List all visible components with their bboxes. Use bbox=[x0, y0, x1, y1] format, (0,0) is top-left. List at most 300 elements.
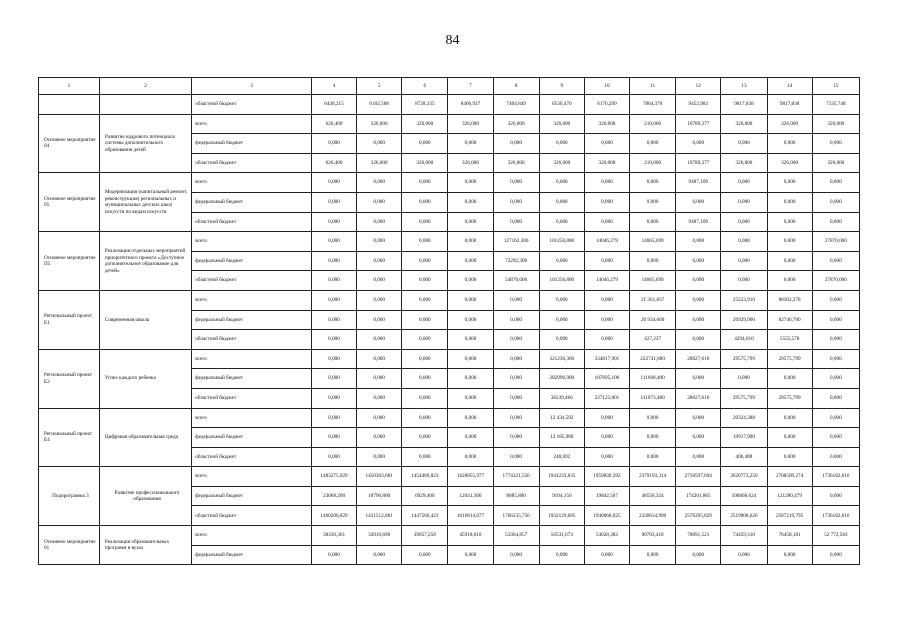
value-cell: 0,000 bbox=[402, 232, 448, 252]
value-cell: 0,000 bbox=[357, 173, 402, 193]
value-cell: 210,000 bbox=[630, 153, 676, 173]
value-cell: 0,000 bbox=[721, 251, 767, 271]
value-cell: 0,000 bbox=[676, 271, 721, 291]
value-cell: 326,000 bbox=[493, 153, 539, 173]
value-cell: 56531,673 bbox=[539, 526, 584, 546]
value-cell: 0,000 bbox=[630, 447, 676, 467]
value-cell: 0,000 bbox=[812, 486, 859, 506]
header-cell: 8 bbox=[493, 78, 539, 95]
funding-source-cell: областной бюджет bbox=[192, 95, 312, 115]
value-cell: 326,000 bbox=[721, 114, 767, 134]
funding-source-cell: всего bbox=[192, 173, 312, 193]
value-cell: 326,000 bbox=[539, 114, 584, 134]
value-cell: 29575,799 bbox=[721, 349, 767, 369]
value-cell: 0,000 bbox=[676, 134, 721, 154]
value-cell: 0,000 bbox=[630, 251, 676, 271]
value-cell: 0,000 bbox=[402, 545, 448, 565]
value-cell: 0,000 bbox=[311, 271, 356, 291]
funding-source-cell: всего bbox=[192, 467, 312, 487]
value-cell: 28027,616 bbox=[676, 349, 721, 369]
value-cell: 48558,324 bbox=[630, 486, 676, 506]
value-cell: 0,000 bbox=[357, 408, 402, 428]
value-cell: 0,000 bbox=[767, 232, 812, 252]
value-cell: 0,000 bbox=[812, 369, 859, 389]
value-cell: 0,000 bbox=[630, 428, 676, 448]
value-cell: 0,000 bbox=[630, 212, 676, 232]
program-name-cell: Современная школа bbox=[99, 290, 191, 349]
value-cell: 0,000 bbox=[812, 290, 859, 310]
value-cell: 0,000 bbox=[357, 369, 402, 389]
value-cell: 1450303,681 bbox=[357, 467, 402, 487]
value-cell: 0,000 bbox=[676, 369, 721, 389]
value-cell: 0,000 bbox=[357, 134, 402, 154]
value-cell: 6176,299 bbox=[584, 95, 629, 115]
value-cell: 0,000 bbox=[493, 212, 539, 232]
value-cell: 52 772,583 bbox=[812, 526, 859, 546]
value-cell: 282996,900 bbox=[539, 369, 584, 389]
value-cell: 626,400 bbox=[311, 153, 356, 173]
value-cell: 21 361,837 bbox=[630, 290, 676, 310]
value-cell: 0,000 bbox=[402, 388, 448, 408]
program-name-cell: Развитие профессионального образования bbox=[99, 467, 191, 526]
value-cell: 248,692 bbox=[539, 447, 584, 467]
value-cell: 0,000 bbox=[402, 251, 448, 271]
value-cell: 14046,279 bbox=[584, 232, 629, 252]
value-cell: 111073,480 bbox=[630, 388, 676, 408]
value-cell: 222741,880 bbox=[630, 349, 676, 369]
value-cell: 1940068,025 bbox=[584, 506, 629, 526]
value-cell: 0,000 bbox=[812, 192, 859, 212]
value-cell: 20929,900 bbox=[721, 310, 767, 330]
value-cell: 0,000 bbox=[812, 447, 859, 467]
value-cell: 0,000 bbox=[357, 251, 402, 271]
value-cell: 19842,567 bbox=[584, 486, 629, 506]
value-cell: 0,000 bbox=[812, 310, 859, 330]
value-cell: 29575,799 bbox=[767, 349, 812, 369]
value-cell: 38330,361 bbox=[311, 526, 356, 546]
value-cell: 8085,800 bbox=[493, 486, 539, 506]
value-cell: 0,000 bbox=[493, 290, 539, 310]
value-cell: 0,000 bbox=[448, 408, 493, 428]
value-cell: 53364,857 bbox=[493, 526, 539, 546]
value-cell: 0,000 bbox=[357, 192, 402, 212]
value-cell: 32010,690 bbox=[357, 526, 402, 546]
value-cell: 0,000 bbox=[630, 408, 676, 428]
value-cell: 6438,215 bbox=[311, 95, 356, 115]
value-cell: 2379193,314 bbox=[630, 467, 676, 487]
value-cell: 2708509,274 bbox=[767, 467, 812, 487]
value-cell: 0,000 bbox=[584, 212, 629, 232]
value-cell: 0,000 bbox=[311, 349, 356, 369]
value-cell: 111668,400 bbox=[630, 369, 676, 389]
value-cell: 0,000 bbox=[311, 388, 356, 408]
value-cell: 0,000 bbox=[630, 173, 676, 193]
value-cell: 0,000 bbox=[812, 330, 859, 350]
value-cell: 0,000 bbox=[721, 545, 767, 565]
header-cell: 9 bbox=[539, 78, 584, 95]
value-cell: 0,000 bbox=[812, 134, 859, 154]
value-cell: 0,000 bbox=[357, 447, 402, 467]
value-cell: 0,000 bbox=[311, 330, 356, 350]
program-name-cell: Реализация отдельных мероприятий приоритетного проекта «Доступное дополнительное образование для детей» bbox=[99, 232, 191, 291]
program-code-cell: Основное мероприятие 04 bbox=[39, 114, 100, 173]
funding-source-cell: федеральный бюджет bbox=[192, 134, 312, 154]
value-cell: 0,000 bbox=[448, 369, 493, 389]
value-cell: 0,000 bbox=[311, 192, 356, 212]
value-cell: 0,000 bbox=[812, 349, 859, 369]
program-name-cell: Успех каждого ребенка bbox=[99, 349, 191, 408]
value-cell: 0,000 bbox=[539, 173, 584, 193]
value-cell: 0,000 bbox=[539, 545, 584, 565]
value-cell: 19917,900 bbox=[721, 428, 767, 448]
value-cell: 0,000 bbox=[448, 212, 493, 232]
value-cell: 334817,901 bbox=[584, 349, 629, 369]
value-cell: 0,000 bbox=[448, 545, 493, 565]
value-cell: 326,000 bbox=[493, 114, 539, 134]
value-cell: 0,000 bbox=[539, 310, 584, 330]
value-cell: 0,000 bbox=[812, 388, 859, 408]
value-cell: 0,000 bbox=[676, 192, 721, 212]
value-cell: 427,237 bbox=[630, 330, 676, 350]
value-cell: 0,000 bbox=[721, 212, 767, 232]
value-cell: 0,000 bbox=[311, 545, 356, 565]
value-cell: 107695,100 bbox=[584, 369, 629, 389]
value-cell: 20324,388 bbox=[721, 408, 767, 428]
value-cell: 0,000 bbox=[767, 545, 812, 565]
value-cell: 2519908,626 bbox=[721, 506, 767, 526]
value-cell: 0,000 bbox=[767, 192, 812, 212]
value-cell: 0,000 bbox=[493, 428, 539, 448]
value-cell: 0,000 bbox=[448, 192, 493, 212]
program-name-cell: Модернизация (капитальный ремонт, реконструкция) региональных и муниципальных детских школ искусств по видам искусств bbox=[99, 173, 191, 232]
table-row bbox=[39, 467, 860, 487]
value-cell: 0,000 bbox=[311, 428, 356, 448]
value-cell: 0,000 bbox=[493, 408, 539, 428]
page-number: 84 bbox=[445, 33, 460, 48]
value-cell: 0,000 bbox=[584, 447, 629, 467]
value-cell: 25223,910 bbox=[721, 290, 767, 310]
value-cell: 1941233,835 bbox=[539, 467, 584, 487]
value-cell: 88302,278 bbox=[767, 290, 812, 310]
value-cell: 626,400 bbox=[311, 114, 356, 134]
value-cell: 0,000 bbox=[584, 545, 629, 565]
value-cell: 27870,000 bbox=[812, 271, 859, 291]
value-cell: 0,000 bbox=[493, 134, 539, 154]
value-cell: 0,000 bbox=[448, 251, 493, 271]
value-cell: 321236,366 bbox=[539, 349, 584, 369]
value-cell: 0,000 bbox=[311, 134, 356, 154]
value-cell: 326,000 bbox=[721, 153, 767, 173]
value-cell: 0,000 bbox=[721, 134, 767, 154]
header-cell: 10 bbox=[584, 78, 629, 95]
value-cell: 0,000 bbox=[584, 310, 629, 330]
value-cell: 72292,300 bbox=[493, 251, 539, 271]
header-cell: 2 bbox=[99, 78, 191, 95]
value-cell: 7404,849 bbox=[493, 95, 539, 115]
value-cell: 326,000 bbox=[357, 153, 402, 173]
value-cell: 0,000 bbox=[311, 369, 356, 389]
value-cell: 0,000 bbox=[584, 192, 629, 212]
header-cell: 11 bbox=[630, 78, 676, 95]
value-cell: 0,000 bbox=[767, 173, 812, 193]
funding-source-cell: областной бюджет bbox=[192, 212, 312, 232]
value-cell: 1736182,616 bbox=[812, 467, 859, 487]
value-cell: 0,000 bbox=[402, 428, 448, 448]
value-cell: 12041,300 bbox=[448, 486, 493, 506]
value-cell: 0,000 bbox=[357, 271, 402, 291]
program-code-cell: Региональный проект E1 bbox=[39, 290, 100, 349]
table-row bbox=[39, 408, 860, 428]
header-cell: 7 bbox=[448, 78, 493, 95]
header-cell: 1 bbox=[39, 78, 100, 95]
funding-source-cell: всего bbox=[192, 349, 312, 369]
header-cell: 5 bbox=[357, 78, 402, 95]
value-cell: 0,000 bbox=[584, 290, 629, 310]
program-code-cell: Основное мероприятие 05 bbox=[39, 173, 100, 232]
value-cell: 0,000 bbox=[493, 388, 539, 408]
value-cell: 1959830,392 bbox=[584, 467, 629, 487]
value-cell: 0,000 bbox=[402, 271, 448, 291]
value-cell: 1628855,977 bbox=[448, 467, 493, 487]
value-cell: 0,000 bbox=[357, 310, 402, 330]
value-cell: 100866,624 bbox=[721, 486, 767, 506]
value-cell: 6929,400 bbox=[402, 486, 448, 506]
value-cell: 9487,109 bbox=[676, 173, 721, 193]
value-cell: 174201,865 bbox=[676, 486, 721, 506]
value-cell: 1454489,823 bbox=[402, 467, 448, 487]
value-cell: 0,000 bbox=[539, 134, 584, 154]
value-cell: 7135,748 bbox=[812, 95, 859, 115]
value-cell: 0,000 bbox=[311, 310, 356, 330]
value-cell: 0,000 bbox=[311, 232, 356, 252]
value-cell: 0,000 bbox=[630, 192, 676, 212]
value-cell: 0,000 bbox=[584, 408, 629, 428]
value-cell: 0,000 bbox=[493, 330, 539, 350]
value-cell: 0,000 bbox=[493, 369, 539, 389]
funding-source-cell: всего bbox=[192, 526, 312, 546]
value-cell: 0,000 bbox=[448, 330, 493, 350]
value-cell: 127162,300 bbox=[493, 232, 539, 252]
value-cell: 0,000 bbox=[767, 271, 812, 291]
value-cell: 0,000 bbox=[767, 134, 812, 154]
value-cell: 0,000 bbox=[676, 428, 721, 448]
value-cell: 0,000 bbox=[767, 251, 812, 271]
value-cell: 29575,799 bbox=[721, 388, 767, 408]
program-code-cell: Основное мероприятие 01 bbox=[39, 526, 100, 565]
funding-source-cell: областной бюджет bbox=[192, 447, 312, 467]
value-cell: 0,000 bbox=[448, 428, 493, 448]
value-cell: 23068,200 bbox=[311, 486, 356, 506]
value-cell: 0,000 bbox=[402, 408, 448, 428]
table-row bbox=[39, 526, 860, 546]
program-code-cell: Подпрограмма 3 bbox=[39, 467, 100, 526]
value-cell: 0,000 bbox=[493, 349, 539, 369]
value-cell: 0,000 bbox=[539, 290, 584, 310]
header-cell: 13 bbox=[721, 78, 767, 95]
value-cell: 29575,799 bbox=[767, 388, 812, 408]
value-cell: 0,000 bbox=[812, 212, 859, 232]
value-cell: 10789,377 bbox=[676, 114, 721, 134]
value-cell: 0,000 bbox=[493, 310, 539, 330]
value-cell: 0,000 bbox=[676, 290, 721, 310]
value-cell: 38239,466 bbox=[539, 388, 584, 408]
value-cell: 20 934,600 bbox=[630, 310, 676, 330]
value-cell: 2587219,795 bbox=[767, 506, 812, 526]
value-cell: 0,000 bbox=[402, 212, 448, 232]
program-name-cell bbox=[99, 95, 191, 115]
value-cell: 0,000 bbox=[676, 408, 721, 428]
value-cell: 0,000 bbox=[402, 310, 448, 330]
value-cell: 6102,588 bbox=[357, 95, 402, 115]
value-cell: 9487,109 bbox=[676, 212, 721, 232]
value-cell: 0,000 bbox=[630, 545, 676, 565]
program-name-cell: Развитие кадрового потенциала системы дополнительного образования детей bbox=[99, 114, 191, 173]
value-cell: 0,000 bbox=[448, 310, 493, 330]
value-cell: 1766235,756 bbox=[493, 506, 539, 526]
value-cell: 1616814,677 bbox=[448, 506, 493, 526]
value-cell: 0,000 bbox=[676, 232, 721, 252]
value-cell: 0,000 bbox=[676, 310, 721, 330]
funding-source-cell: федеральный бюджет bbox=[192, 428, 312, 448]
funding-source-cell: федеральный бюджет bbox=[192, 251, 312, 271]
value-cell: 227122,801 bbox=[584, 388, 629, 408]
value-cell: 101256,880 bbox=[539, 232, 584, 252]
value-cell: 0,000 bbox=[721, 192, 767, 212]
value-cell: 54870,000 bbox=[493, 271, 539, 291]
value-cell: 28027,616 bbox=[676, 388, 721, 408]
value-cell: 1932129,685 bbox=[539, 506, 584, 526]
value-cell: 1774321,556 bbox=[493, 467, 539, 487]
value-cell: 0,000 bbox=[357, 545, 402, 565]
value-cell: 78091,521 bbox=[676, 526, 721, 546]
funding-source-cell: федеральный бюджет bbox=[192, 369, 312, 389]
value-cell: 0,000 bbox=[812, 545, 859, 565]
value-cell: 0,000 bbox=[812, 173, 859, 193]
value-cell: 0,000 bbox=[584, 251, 629, 271]
funding-source-cell: всего bbox=[192, 408, 312, 428]
value-cell: 101256,880 bbox=[539, 271, 584, 291]
value-cell: 0,000 bbox=[402, 349, 448, 369]
value-cell: 0,000 bbox=[812, 408, 859, 428]
table-row bbox=[39, 173, 860, 193]
value-cell: 12 185,900 bbox=[539, 428, 584, 448]
value-cell: 0,000 bbox=[539, 251, 584, 271]
value-cell: 76458,181 bbox=[767, 526, 812, 546]
budget-table bbox=[38, 77, 860, 565]
program-name-cell: Реализация образовательных программ в вузах bbox=[99, 526, 191, 565]
value-cell: 1447560,423 bbox=[402, 506, 448, 526]
value-cell: 0,000 bbox=[493, 173, 539, 193]
value-cell: 4294,010 bbox=[721, 330, 767, 350]
table-row bbox=[39, 232, 860, 252]
value-cell: 0,000 bbox=[357, 428, 402, 448]
value-cell: 0,000 bbox=[357, 330, 402, 350]
funding-source-cell: федеральный бюджет bbox=[192, 486, 312, 506]
value-cell: 0,000 bbox=[767, 369, 812, 389]
value-cell: 0,000 bbox=[493, 545, 539, 565]
value-cell: 326,000 bbox=[767, 114, 812, 134]
table-body bbox=[39, 95, 860, 565]
value-cell: 1736182,616 bbox=[812, 506, 859, 526]
value-cell: 39057,258 bbox=[402, 526, 448, 546]
value-cell: 0,000 bbox=[539, 192, 584, 212]
value-cell: 0,000 bbox=[676, 545, 721, 565]
value-cell: 2330634,990 bbox=[630, 506, 676, 526]
value-cell: 0,000 bbox=[448, 447, 493, 467]
funding-source-cell: областной бюджет bbox=[192, 388, 312, 408]
value-cell: 9817,838 bbox=[767, 95, 812, 115]
program-code-cell: Региональный проект E2 bbox=[39, 349, 100, 408]
value-cell: 90703,418 bbox=[630, 526, 676, 546]
value-cell: 0,000 bbox=[357, 232, 402, 252]
funding-source-cell: всего bbox=[192, 290, 312, 310]
value-cell: 0,000 bbox=[448, 173, 493, 193]
value-cell: 326,000 bbox=[357, 114, 402, 134]
value-cell: 10789,377 bbox=[676, 153, 721, 173]
header-cell: 14 bbox=[767, 78, 812, 95]
value-cell: 0,000 bbox=[402, 447, 448, 467]
value-cell: 0,000 bbox=[448, 271, 493, 291]
value-cell: 1460206,829 bbox=[311, 506, 356, 526]
value-cell: 0,000 bbox=[402, 369, 448, 389]
table-row bbox=[39, 290, 860, 310]
funding-source-cell: федеральный бюджет bbox=[192, 545, 312, 565]
value-cell: 121280,479 bbox=[767, 486, 812, 506]
funding-source-cell: областной бюджет bbox=[192, 506, 312, 526]
program-name-cell: Цифровая образовательная среда bbox=[99, 408, 191, 467]
funding-source-cell: всего bbox=[192, 232, 312, 252]
value-cell: 326,000 bbox=[402, 114, 448, 134]
value-cell: 7864,370 bbox=[630, 95, 676, 115]
value-cell: 406,488 bbox=[721, 447, 767, 467]
value-cell: 0,000 bbox=[402, 290, 448, 310]
funding-source-cell: областной бюджет bbox=[192, 271, 312, 291]
value-cell: 2750597,694 bbox=[676, 467, 721, 487]
value-cell: 9817,838 bbox=[721, 95, 767, 115]
value-cell: 0,000 bbox=[357, 290, 402, 310]
value-cell: 0,000 bbox=[676, 330, 721, 350]
value-cell: 0,000 bbox=[448, 290, 493, 310]
value-cell: 0,000 bbox=[721, 173, 767, 193]
value-cell: 0,000 bbox=[311, 251, 356, 271]
value-cell: 0,000 bbox=[357, 212, 402, 232]
value-cell: 5555,578 bbox=[767, 330, 812, 350]
value-cell: 0,000 bbox=[584, 428, 629, 448]
value-cell: 0,000 bbox=[493, 192, 539, 212]
value-cell: 0,000 bbox=[721, 232, 767, 252]
value-cell: 0,000 bbox=[448, 232, 493, 252]
value-cell: 82746,700 bbox=[767, 310, 812, 330]
header-row bbox=[39, 78, 860, 95]
value-cell: 18790,800 bbox=[357, 486, 402, 506]
funding-source-cell: всего bbox=[192, 114, 312, 134]
value-cell: 0,000 bbox=[539, 212, 584, 232]
value-cell: 0,000 bbox=[767, 408, 812, 428]
value-cell: 326,000 bbox=[584, 114, 629, 134]
funding-source-cell: федеральный бюджет bbox=[192, 310, 312, 330]
value-cell: 0,000 bbox=[448, 134, 493, 154]
value-cell: 8728,335 bbox=[402, 95, 448, 115]
program-code-cell: Основное мероприятие П5 bbox=[39, 232, 100, 291]
value-cell: 0,000 bbox=[584, 330, 629, 350]
value-cell: 9104,150 bbox=[539, 486, 584, 506]
value-cell: 74459,310 bbox=[721, 526, 767, 546]
value-cell: 0,000 bbox=[493, 447, 539, 467]
header-cell: 6 bbox=[402, 78, 448, 95]
value-cell: 45918,010 bbox=[448, 526, 493, 546]
value-cell: 326,000 bbox=[448, 153, 493, 173]
table-row bbox=[39, 95, 860, 115]
